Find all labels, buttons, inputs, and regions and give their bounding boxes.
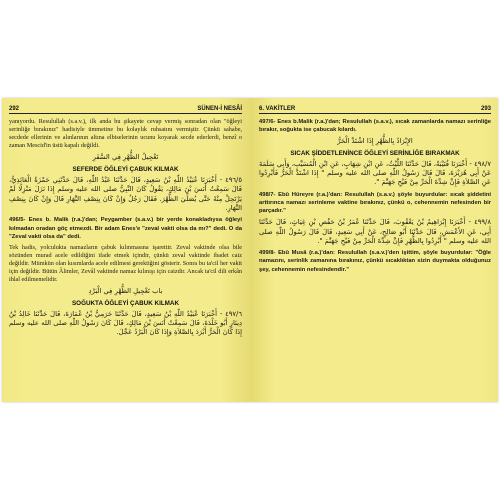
left-page-header bbox=[9, 106, 242, 114]
right-page bbox=[250, 98, 498, 402]
right-page-header bbox=[259, 106, 491, 114]
hadith-arabic-text: ٤٩٧/٦ - أَخْبَرَنَا عُبَيْدُ اللّٰهِ بْنُ سَعِيدٍ، قَالَ حَدَّثَنَا حَرَمِيُّ بْنُ عُمَارَةَ، قَالَ حَدَّثَنَا خَالِدُ بْنُ دِينَارٍ أَبُو خَلْدَةَ، قَالَ سَمِعْتُ أَنَسَ بْنَ مَالِكٍ، قَالَ كَانَ رَسُولُ اللّٰهِ صلى الله عليه وسلم إِذَا كَانَ الْحَرُّ أَبْرَدَ بِالصَّلاَةِ وَإِذَا كَانَ الْبَرْدُ عَجَّلَ. bbox=[9, 309, 242, 337]
hadith-translation: 496/5- Enes b. Malik (r.a.)'dan; Peygamber (s.a.v.) bir yerde konakladıysa öğleyi kılmadan oradan göç etmezdi. Bir adam Enes'e "zeval vakti olsa da mı?" dedi. O da "Zeval vakti olsa da" dedi. bbox=[9, 217, 242, 240]
chapter-arabic-title: تَعْجِيلُ الظُّهْرِ فِي السَّفَرِ bbox=[92, 153, 159, 162]
left-page bbox=[2, 98, 250, 402]
left-page-number: 292 bbox=[9, 106, 20, 112]
hadith-arabic-text: ٤٩٩/٨ - أَخْبَرَنَا إِبْرَاهِيمُ بْنُ يَعْقُوبَ، قَالَ حَدَّثَنَا عُمَرُ بْنُ حَفْصِ بْنِ غِيَاثٍ، قَالَ حَدَّثَنَا أَبِي، عَنِ الأَعْمَشِ، قَالَ حَدَّثَنَا أَبُو صَالِحٍ، عَنْ أَبِي سَعِيدٍ، قَالَ قَالَ رَسُولُ اللّٰهِ صلى الله عليه وسلم ‏"‏ أَبْرِدُوا بِالظُّهْرِ فَإِنَّ شِدَّةَ الْحَرِّ مِنْ فَيْحِ جَهَنَّمَ ‏"‏. bbox=[259, 218, 491, 245]
chapter-title: SEFERDE ÖĞLEYİ ÇABUK KILMAK bbox=[72, 165, 179, 173]
chapter-arabic-title: الإِبْرَادُ بِالظُّهْرِ إِذَا اشْتَدَّ الْحَرُّ bbox=[337, 137, 413, 146]
chapter-title: SICAK ŞİDDETLENİNCE ÖĞLEYİ SERİNLİĞE BIRAKMAK bbox=[290, 149, 460, 157]
right-running-head: 6. VAKİTLER bbox=[259, 106, 296, 112]
hadith-translation: 499/8- Ebû Musâ (r.a.)'dan: Resulullah (s.a.v.)'den işittim, şöyle buyurdular: "Öğle namazını, serinlik zamanına bırakınız, çünkü sıcaklıktan sizin duymakta olduğunuz şey, cehennemin nefesindendir." bbox=[259, 250, 491, 273]
left-running-head: SÜNEN-İ NESÂİ bbox=[197, 106, 242, 112]
chapter-arabic-title: باب تَعْجِيلِ الظُّهْرِ فِي الْبَرْدِ bbox=[88, 287, 163, 296]
hadith-arabic-text: ٤٩٦/٥ - أَخْبَرَنَا عُبَيْدُ اللّٰهِ بْنُ سَعِيدٍ، قَالَ حَدَّثَنَا عَبْدُ اللّٰهِ، قَالَ حَدَّثَنِي حَمْزَةُ الْعَائِذِيُّ، قَالَ سَمِعْتُ أَنَسَ بْنَ مَالِكٍ، يَقُولُ كَانَ النَّبِيُّ صلى الله عليه وسلم إِذَا نَزَلَ مَنْزِلًا لَمْ يَرْتَحِلْ مِنْهُ حَتَّى يُصَلِّيَ الظُّهْرَ. فَقَالَ رَجُلٌ وَإِنْ كَانَ بِنِصْفِ النَّهَارِ قَالَ وَإِنْ كَانَ بِنِصْفِ النَّهَارِ. bbox=[9, 175, 242, 212]
paragraph: yanıyordu. Resulullah (s.a.v.), ilk anda bu şikayete cevap vermiş sonradan olan "öğleyi serinliğe bırakınız" hadisiyle ümmetine bu kolaylık ruhsatını vermiştir. Çünkü sahabe, secdede ellerinin ve alınlarının altına elbiselerinin ucunu koyarak secde ederlerdi, benzî o zaman Mescid'in üstü kapalı değildi. bbox=[9, 118, 242, 150]
hadith-translation: 498/7- Ebû Hüreyre (r.a.)'dan: Resulullah (s.a.v.) şöyle buyurdular: sıcak şiddetini arttırınca namazı serinleme vaktine bırakınız, çünkü o, cehennemin nefesinden bir parçadır." bbox=[259, 191, 491, 214]
chapter-title: SOĞUKTA ÖĞLEYİ ÇABUK KILMAK bbox=[71, 299, 180, 307]
right-page-number: 293 bbox=[480, 106, 491, 112]
hadith-translation: 497/6- Enes b.Malik (r.a.)'dan; Resulullah (s.a.v.), sıcak zamanlarda namazı serinliğe bırakır, soğukta ise çabucak kılardı. bbox=[259, 119, 491, 134]
hadith-commentary: Tek hadis, yolculukta namazların çabuk kılınmasına işarettir. Zeval vaktinde olsa bile sözünden murad acele edildiğini ifade etmek içindir, çünkü zeval vaktinde ibadet caiz değildir. Mümkün olan kısımlarda acele edilmesi gerektiğini gösterir. Sonra bu ta'cil her vakit için değildir. Bütün Âlimler, Zevâl vaktinde namaz kılınışı için caizdir. Ancak ta'cil dili erkân ihlal edilmemelidir. bbox=[9, 243, 242, 284]
hadith-arabic-text: ٤٩٨/٧ - أَخْبَرَنَا قُتَيْبَةُ، قَالَ حَدَّثَنَا اللَّيْثُ، عَنِ ابْنِ شِهَابٍ، عَنِ ابْنِ الْمُسَيَّبِ، وَأَبِي سَلَمَةَ عَنْ أَبِي هُرَيْرَةَ، قَالَ قَالَ رَسُولُ اللّٰهِ صلى الله عليه وسلم ‏"‏ إِذَا اشْتَدَّ الْحَرُّ فَأَبْرِدُوا عَنِ الصَّلاَةِ فَإِنَّ شِدَّةَ الْحَرِّ مِنْ فَيْحِ جَهَنَّمَ ‏"‏. bbox=[259, 159, 491, 187]
book-spread bbox=[2, 98, 498, 402]
